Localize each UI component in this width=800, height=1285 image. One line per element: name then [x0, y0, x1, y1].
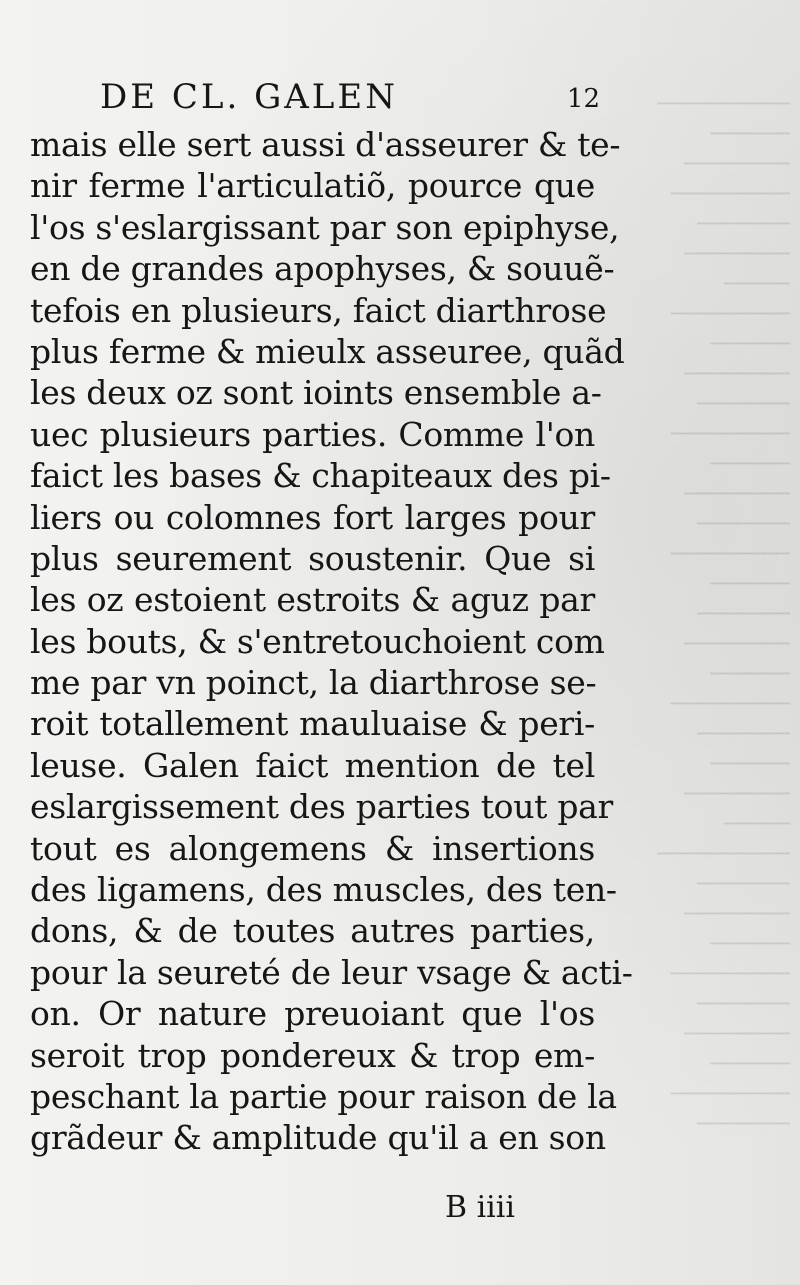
text-line: liers ou colomnes fort larges pour [30, 497, 595, 537]
text-line: dons, & de toutes autres parties, [30, 911, 595, 951]
text-line: tefois en plusieurs, faict diarthrose [30, 290, 607, 330]
text-line: plus seurement soustenir. Que si [30, 538, 595, 578]
text-line: l'os s'eslargissant par son epiphyse, [30, 207, 620, 247]
folio-number: 12 [566, 84, 600, 114]
text-line: grãdeur & amplitude qu'il a en son [30, 1118, 606, 1158]
text-line: plus ferme & mieulx asseuree, quãd [30, 331, 625, 371]
text-line: les bouts, & s'entretouchoient com [30, 621, 605, 661]
text-line: on. Or nature preuoiant que l'os [30, 994, 595, 1034]
text-line: mais elle sert aussi d'asseurer & te- [30, 125, 621, 164]
text-line: les deux oz sont ioints ensemble a- [30, 373, 602, 413]
text-line: des ligamens, des muscles, des ten- [30, 870, 617, 910]
signature-mark: B iiii [445, 1190, 515, 1225]
text-line: roit totallement mauluaise & peri- [30, 704, 595, 744]
running-title: DE CL. GALEN [100, 77, 398, 117]
text-line: nir ferme l'articulatiõ, pource que [30, 166, 595, 206]
text-line: seroit trop pondereux & trop em- [30, 1035, 595, 1075]
text-line: peschant la partie pour raison de la [30, 1076, 617, 1116]
text-line: eslargissement des parties tout par [30, 787, 614, 827]
text-line: uec plusieurs parties. Comme l'on [30, 414, 595, 454]
text-line: tout es alongemens & insertions [30, 828, 595, 868]
running-head [100, 75, 600, 119]
text-line: me par vn poinct, la diarthrose se- [30, 663, 597, 703]
text-line: pour la seureté de leur vsage & acti- [30, 952, 633, 992]
text-line: faict les bases & chapiteaux des pi- [30, 456, 611, 496]
text-line: en de grandes apophyses, & souuẽ- [30, 249, 615, 289]
show-through-bleed: ────────── ────── ──────── ───────── ─────── ──────── ───── ───────── ────── ──────── ─────── ───────── ────── ──────── ─────── ───────── ────── ─────── ──────── ────── ───────── ─────── ────── ──────── ───── ────────── ─────── ──────── ────── ───────── ─────── ──────── ────── ───────── ─────── [657, 92, 790, 1137]
text-line: leuse. Galen faict mention de tel [30, 745, 595, 785]
body-text [30, 124, 633, 1159]
text-line: les oz estoient estroits & aguz par [30, 580, 595, 620]
